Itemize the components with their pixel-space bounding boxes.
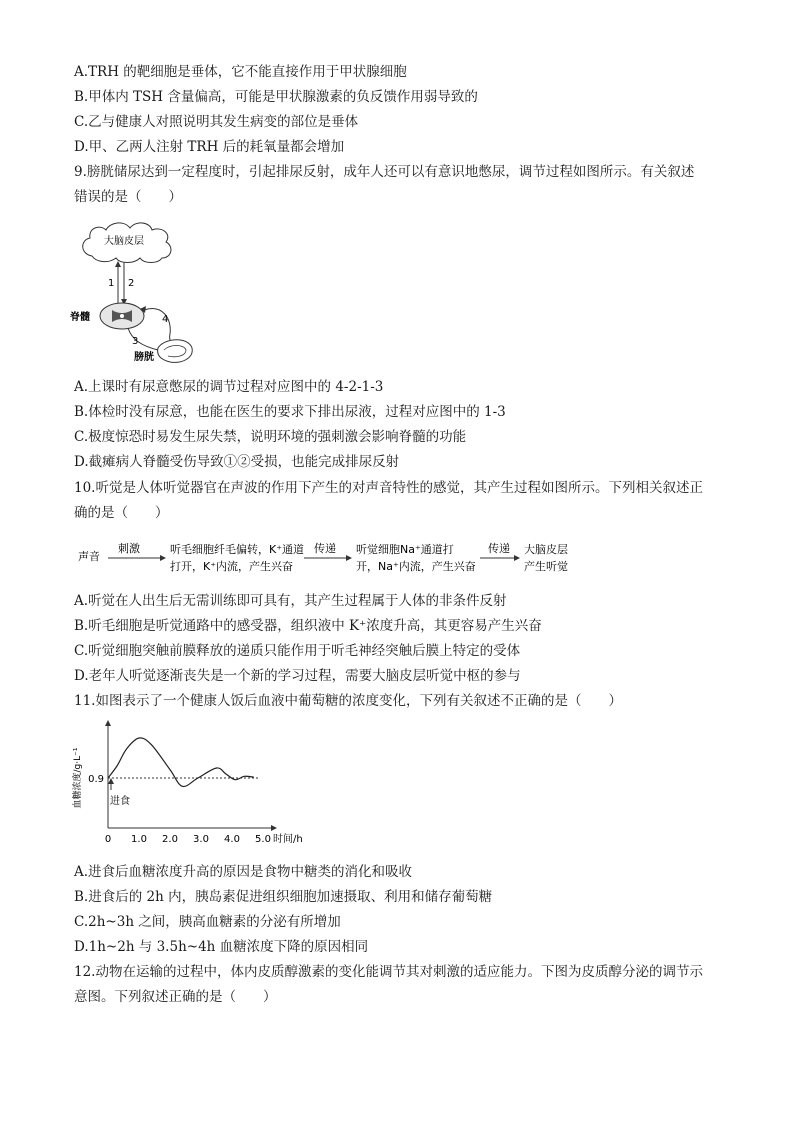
q9-option-b: B.体检时没有尿意，也能在医生的要求下排出尿液，过程对应图中的 1-3 [74, 404, 506, 420]
chart-axes [105, 720, 277, 831]
q9-stem-line1: 9.膀胱储尿达到一定程度时，引起排尿反射，成年人还可以有意识地憋尿，调节过程如图所示。有关叙述 [74, 164, 695, 180]
bladder-shape [158, 340, 193, 363]
x-axis-arrow [271, 825, 277, 831]
q11-option-d: D.1h~2h 与 3.5h~4h 血糖浓度下降的原因相同 [74, 939, 369, 955]
y-axis-arrow [105, 720, 111, 726]
spinal-label: 脊髓 [70, 312, 90, 323]
reflex-diagram [70, 218, 198, 366]
chart-y-axis-label: 血糖浓度/g·L⁻¹ [73, 747, 83, 809]
flow-arrow-label-transmit-2: 传递 [488, 542, 510, 555]
x-tick-label: 5.0 [255, 834, 271, 845]
x-tick-label: 0 [104, 834, 112, 845]
hearing-flow-diagram [76, 538, 586, 578]
path-number-1: 1 [108, 278, 115, 289]
q10-option-a: A.听觉在人出生后无需训练即可具有，其产生过程属于人体的非条件反射 [74, 593, 507, 609]
q10-stem-line2: 确的是（ ） [74, 505, 169, 521]
flow-arrow-label-transmit-1: 传递 [314, 542, 336, 555]
q9-option-a: A.上课时有尿意憋尿的调节过程对应图中的 4-2-1-3 [74, 379, 384, 395]
flow-node-cortex-line2: 产生听觉 [524, 560, 568, 573]
chart-annotation-eating: 进食 [110, 796, 130, 807]
q9-option-d: D.截瘫病人脊髓受伤导致①②受损，也能完成排尿反射 [74, 454, 400, 470]
glucose-chart [70, 720, 330, 855]
q11-option-b: B.进食后的 2h 内，胰岛素促进组织细胞加速摄取、利用和储存葡萄糖 [74, 889, 493, 905]
y-tick-label: 0.9 [88, 774, 104, 785]
q10-option-c: C.听觉细胞突触前膜释放的递质只能作用于听毛神经突触后膜上特定的受体 [74, 643, 521, 659]
flow-node-hair-cell-line2: 打开，K⁺内流，产生兴奋 [170, 560, 294, 573]
path-number-2: 2 [128, 278, 135, 289]
x-tick-label: 4.0 [224, 834, 240, 845]
path-number-3: 3 [132, 336, 139, 347]
flow-node-cortex-line1: 大脑皮层 [524, 543, 568, 556]
path-number-4: 4 [162, 314, 169, 325]
bladder-label: 膀胱 [134, 352, 154, 363]
chart-x-axis-label: 时间/h [273, 834, 303, 845]
flow-arrow-label-stimulus: 刺激 [118, 542, 140, 555]
q9-stem-line2: 错误的是（ ） [74, 189, 182, 205]
flow-node-auditory-cell-line1: 听觉细胞Na⁺通道打 [356, 543, 454, 556]
flow-node-hair-cell-line1: 听毛细胞纤毛偏转，K⁺通道 [170, 543, 305, 556]
flow-node-sound: 声音 [78, 550, 100, 563]
flow-node-auditory-cell-line2: 开，Na⁺内流，产生兴奋 [356, 560, 476, 573]
q12-stem-line2: 意图。下列叙述正确的是（ ） [74, 989, 277, 1005]
q8-option-b: B.甲体内 TSH 含量偏高，可能是甲状腺激素的负反馈作用弱导致的 [74, 89, 478, 105]
q11-stem: 11.如图表示了一个健康人饭后血液中葡萄糖的浓度变化，下列有关叙述不正确的是（ ） [74, 693, 622, 709]
chart-series [108, 738, 254, 790]
q8-option-c: C.乙与健康人对照说明其发生病变的部位是垂体 [74, 114, 359, 130]
brain-label: 大脑皮层 [104, 236, 144, 247]
q10-option-b: B.听毛细胞是听觉通路中的感受器，组织液中 K⁺浓度升高，其更容易产生兴奋 [74, 618, 542, 634]
glucose-curve [108, 738, 254, 787]
x-tick-label: 3.0 [193, 834, 209, 845]
q9-option-c: C.极度惊恐时易发生尿失禁，说明环境的强刺激会影响脊髓的功能 [74, 429, 467, 445]
q10-stem-line1: 10.听觉是人体听觉器官在声波的作用下产生的对声音特性的感觉，其产生过程如图所示。下列相关叙述正 [74, 480, 703, 496]
q8-option-a: A.TRH 的靶细胞是垂体，它不能直接作用于甲状腺细胞 [74, 64, 407, 80]
q11-option-c: C.2h~3h 之间，胰高血糖素的分泌有所增加 [74, 914, 341, 930]
q11-option-a: A.进食后血糖浓度升高的原因是食物中糖类的消化和吸收 [74, 864, 413, 880]
q10-option-d: D.老年人听觉逐渐丧失是一个新的学习过程，需要大脑皮层听觉中枢的参与 [74, 668, 521, 684]
annotation-arrowhead [108, 778, 114, 784]
x-tick-label: 2.0 [162, 834, 178, 845]
q8-option-d: D.甲、乙两人注射 TRH 后的耗氧量都会增加 [74, 139, 345, 155]
x-tick-label: 1.0 [131, 834, 147, 845]
q12-stem-line1: 12.动物在运输的过程中，体内皮质醇激素的变化能调节其对刺激的适应能力。下图为皮质醇分泌的调节示 [74, 964, 703, 980]
